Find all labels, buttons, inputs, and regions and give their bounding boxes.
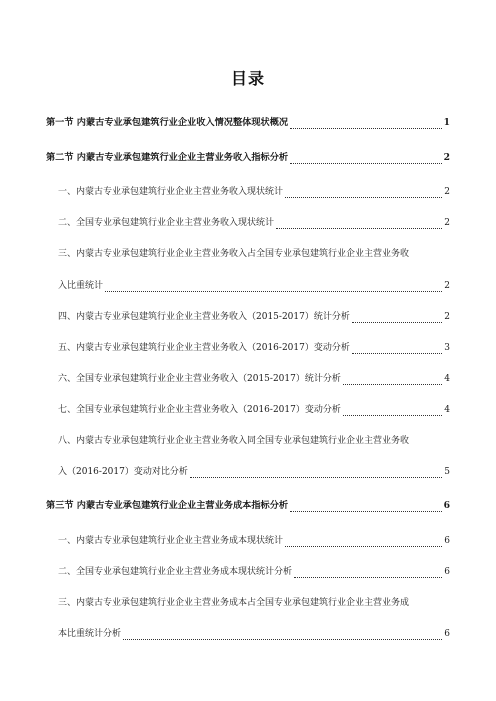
toc-entry[interactable] — [58, 373, 450, 385]
toc-entry-page: 6 — [443, 500, 450, 511]
toc-entry-continuation[interactable] — [58, 466, 450, 478]
toc-entry-text: 四、内蒙古专业承包建筑行业企业主营业务收入（2015-2017）统计分析 — [58, 312, 350, 322]
dot-leader — [276, 220, 442, 229]
toc-entry-page: 2 — [444, 281, 450, 291]
toc-entry-page: 6 — [444, 567, 450, 577]
toc-entry-text: 本比重统计分析 — [58, 629, 122, 639]
toc-entry[interactable] — [58, 597, 450, 609]
toc-entry-page: 6 — [444, 536, 450, 546]
toc-entry-page: 3 — [444, 343, 450, 353]
toc-entry-continuation[interactable] — [58, 280, 450, 292]
dot-leader — [285, 538, 442, 547]
toc-entry-page: 4 — [444, 374, 450, 384]
dot-leader — [343, 407, 442, 416]
toc-entry-text: 一、内蒙古专业承包建筑行业企业主营业务收入现状统计 — [58, 187, 284, 197]
toc-entry-page: 2 — [443, 152, 450, 163]
toc-entry-page: 2 — [444, 187, 450, 197]
toc-entry-text: 第二节 内蒙古专业承包建筑行业企业主营业务收入指标分析 — [46, 152, 289, 163]
toc-entry-text: 二、全国专业承包建筑行业企业主营业务收入现状统计 — [58, 218, 275, 228]
toc-entry-page: 1 — [443, 117, 450, 128]
toc-entry-text: 第三节 内蒙古专业承包建筑行业企业主营业务成本指标分析 — [46, 500, 289, 511]
toc-entry-page: 2 — [444, 312, 450, 322]
toc-entry-text: 五、内蒙古专业承包建筑行业企业主营业务收入（2016-2017）变动分析 — [58, 343, 350, 353]
toc-entry-text: 二、全国专业承包建筑行业企业主营业务成本现状统计分析 — [58, 567, 293, 577]
toc-entry-text: 一、内蒙古专业承包建筑行业企业主营业务成本现状统计 — [58, 536, 284, 546]
dot-leader — [105, 283, 442, 292]
toc-entry[interactable] — [58, 311, 450, 323]
toc-entry-text: 第一节 内蒙古专业承包建筑行业企业收入情况整体现状概况 — [46, 117, 289, 128]
toc-entry[interactable] — [58, 248, 450, 260]
dot-leader — [123, 631, 442, 640]
dot-leader — [352, 314, 442, 323]
toc-entry-page: 2 — [444, 218, 450, 228]
toc-entry-text: 入比重统计 — [58, 281, 104, 291]
toc-entry[interactable] — [58, 217, 450, 229]
toc-entry-continuation[interactable] — [58, 628, 450, 640]
toc-entry-section-1[interactable] — [46, 117, 450, 129]
toc-entry[interactable] — [58, 186, 450, 198]
dot-leader — [190, 469, 442, 478]
dot-leader — [290, 503, 442, 512]
toc-entry-text: 入（2016-2017）变动对比分析 — [58, 467, 188, 477]
toc-entry-page: 5 — [444, 467, 450, 477]
dot-leader — [343, 376, 442, 385]
dot-leader — [285, 189, 442, 198]
dot-leader — [290, 155, 442, 164]
dot-leader — [290, 120, 442, 129]
toc-title: 目录 — [230, 69, 265, 88]
toc-entry[interactable] — [58, 435, 450, 447]
toc-entry[interactable] — [58, 342, 450, 354]
toc-entry-section-2[interactable] — [46, 152, 450, 164]
toc-entry-text: 七、全国专业承包建筑行业企业主营业务收入（2016-2017）变动分析 — [58, 405, 341, 415]
dot-leader — [352, 345, 442, 354]
dot-leader — [294, 569, 442, 578]
toc-entry[interactable] — [58, 404, 450, 416]
toc-entry-text: 三、内蒙古专业承包建筑行业企业主营业务收入占全国专业承包建筑行业企业主营业务收 — [58, 249, 410, 259]
toc-entry-text: 三、内蒙古专业承包建筑行业企业主营业务成本占全国专业承包建筑行业企业主营业务成 — [58, 598, 410, 608]
toc-entry-page: 6 — [444, 629, 450, 639]
toc-entry-page: 4 — [444, 405, 450, 415]
toc-entry[interactable] — [58, 535, 450, 547]
toc-entry-text: 六、全国专业承包建筑行业企业主营业务收入（2015-2017）统计分析 — [58, 374, 341, 384]
toc-entry[interactable] — [58, 566, 450, 578]
toc-entry-section-3[interactable] — [46, 500, 450, 512]
toc-entry-text: 八、内蒙古专业承包建筑行业企业主营业务收入同全国专业承包建筑行业企业主营业务收 — [58, 436, 410, 446]
